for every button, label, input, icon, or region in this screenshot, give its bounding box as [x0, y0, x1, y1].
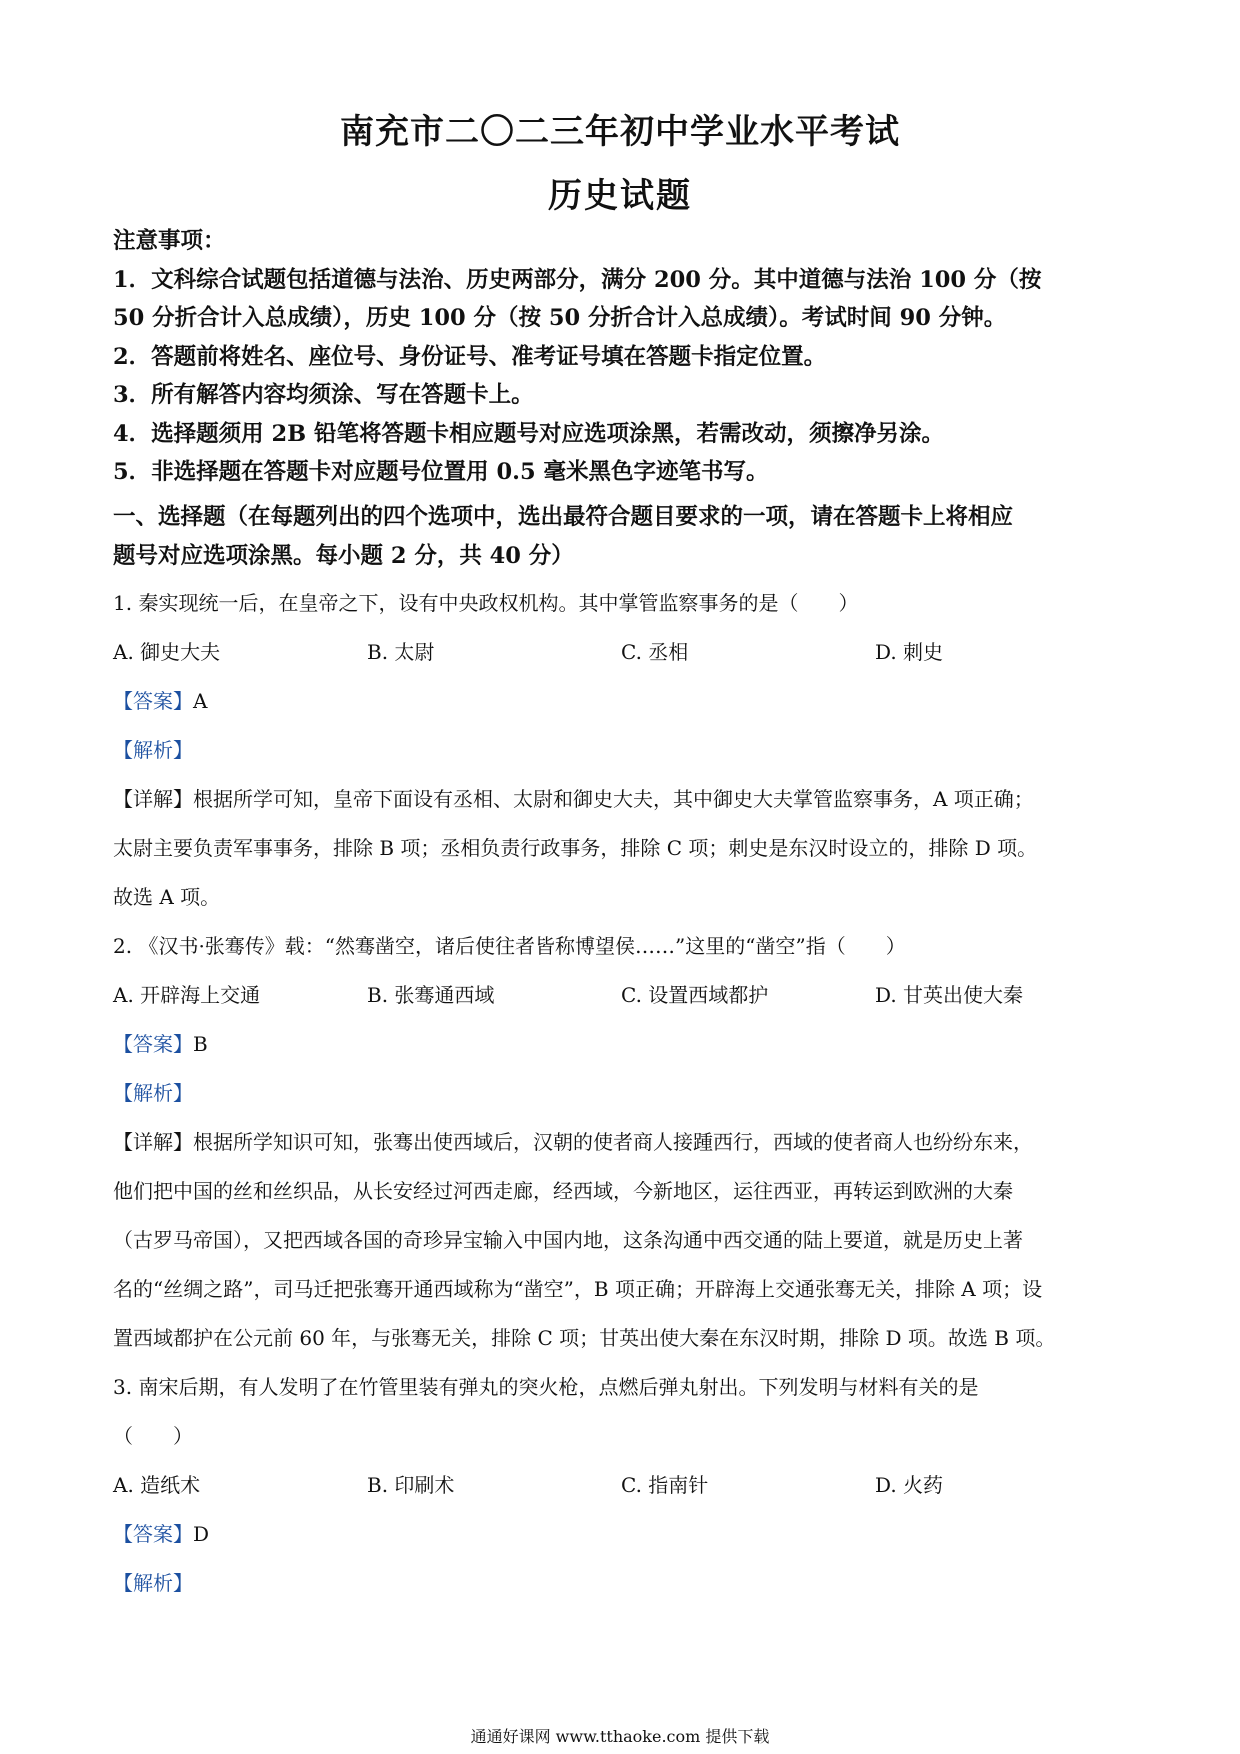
- questions-body: [113, 579, 1133, 1608]
- analysis-tag: 【解析】: [113, 1081, 193, 1105]
- option-d: D. 甘英出使大秦: [875, 983, 1024, 1007]
- analysis-line: [113, 1559, 1133, 1608]
- section-heading: 一、选择题（在每题列出的四个选项中，选出最符合题目要求的一项，请在答题卡上将相应 题号对应选项涂黑。每小题 2 分，共 40 分）: [113, 504, 1014, 569]
- answer-tag: 【答案】: [113, 1032, 193, 1056]
- analysis-line: [113, 1069, 1133, 1118]
- option-d: D. 刺史: [875, 640, 944, 664]
- analysis-tag: 【解析】: [113, 738, 193, 762]
- question-options: [113, 628, 1133, 677]
- question-options: [113, 1461, 1133, 1510]
- question-stem: 2. 《汉书·张骞传》载：“然骞凿空，诸后使往者皆称博望侯……”这里的“凿空”指（ ）: [113, 934, 906, 958]
- detail-paragraph: 【详解】根据所学知识可知，张骞出使西域后，汉朝的使者商人接踵西行，西域的使者商人也纷纷东来， 他们把中国的丝和丝织品，从长安经过河西走廊，经西域，今新地区，运往西亚，再转运到欧洲的大秦 （古罗马帝国），又把西域各国的奇珍异宝输入中国内地，这条沟通中西交通的陆上要道，就是历史上著 名的“丝绸之路”，司马迁把张骞开通西域称为“凿空”，B 项正确；开辟海上交通张骞无关，排除 A 项；设 置西域都护在公元前 60 年，与张骞无关，排除 C 项；甘英出使大秦在东汉时期，排除 D 项。故选 B 项。: [113, 1130, 1056, 1350]
- footer-credit: 通通好课网 www.tthaoke.com 提供下载: [470, 1727, 770, 1746]
- note-line: 50 分折合计入总成绩），历史 100 分（按 50 分折合计入总成绩）。考试时间 90 分钟。: [113, 305, 1007, 331]
- answer-value: B: [193, 1032, 208, 1056]
- detail-paragraph: 【详解】根据所学可知，皇帝下面设有丞相、太尉和御史大夫，其中御史大夫掌管监察事务，A 项正确； 太尉主要负责军事事务，排除 B 项；丞相负责行政事务，排除 C 项；刺史是东汉时设立的，排除 D 项。 故选 A 项。: [113, 787, 1038, 909]
- option-c: C. 设置西域都护: [621, 983, 769, 1007]
- note-line: 3．所有解答内容均须涂、写在答题卡上。: [113, 382, 534, 408]
- option-a: A. 御史大夫: [113, 640, 221, 664]
- question-stem: 3. 南宋后期，有人发明了在竹管里装有弹丸的突火枪，点燃后弹丸射出。下列发明与材料有关的是 （ ）: [113, 1375, 979, 1448]
- note-line: 2．答题前将姓名、座位号、身份证号、准考证号填在答题卡指定位置。: [113, 343, 827, 370]
- note-line: 1．文科综合试题包括道德与法治、历史两部分，满分 200 分。其中道德与法治 100 分（按: [113, 266, 1042, 293]
- option-d: D. 火药: [875, 1473, 944, 1497]
- question-options: [113, 971, 1133, 1020]
- option-a: A. 开辟海上交通: [113, 983, 261, 1007]
- option-c: C. 丞相: [621, 640, 689, 664]
- option-b: B. 印刷术: [367, 1473, 455, 1497]
- option-b: B. 张骞通西域: [367, 983, 495, 1007]
- answer-tag: 【答案】: [113, 689, 193, 713]
- option-b: B. 太尉: [367, 640, 435, 664]
- analysis-line: [113, 726, 1133, 775]
- answer-line: [113, 677, 1133, 726]
- answer-value: A: [193, 689, 208, 713]
- notes-block: [113, 222, 1133, 492]
- question-stem: 1. 秦实现统一后，在皇帝之下，设有中央政权机构。其中掌管监察事务的是（ ）: [113, 591, 859, 615]
- answer-line: [113, 1020, 1133, 1069]
- detail-tag: 【详解】: [113, 787, 193, 811]
- option-a: A. 造纸术: [113, 1473, 201, 1497]
- exam-subtitle: 历史试题: [548, 176, 692, 216]
- note-line: 5．非选择题在答题卡对应题号位置用 0.5 毫米黑色字迹笔书写。: [113, 459, 769, 485]
- detail-tag: 【详解】: [113, 1130, 193, 1154]
- answer-value: D: [193, 1522, 210, 1546]
- answer-line: [113, 1510, 1133, 1559]
- analysis-tag: 【解析】: [113, 1571, 193, 1595]
- answer-tag: 【答案】: [113, 1522, 193, 1546]
- option-c: C. 指南针: [621, 1473, 709, 1497]
- exam-title: 南充市二〇二三年初中学业水平考试: [340, 112, 900, 152]
- note-line: 4．选择题须用 2B 铅笔将答题卡相应题号对应选项涂黑，若需改动，须擦净另涂。: [113, 420, 944, 447]
- notes-heading: 注意事项：: [113, 228, 226, 254]
